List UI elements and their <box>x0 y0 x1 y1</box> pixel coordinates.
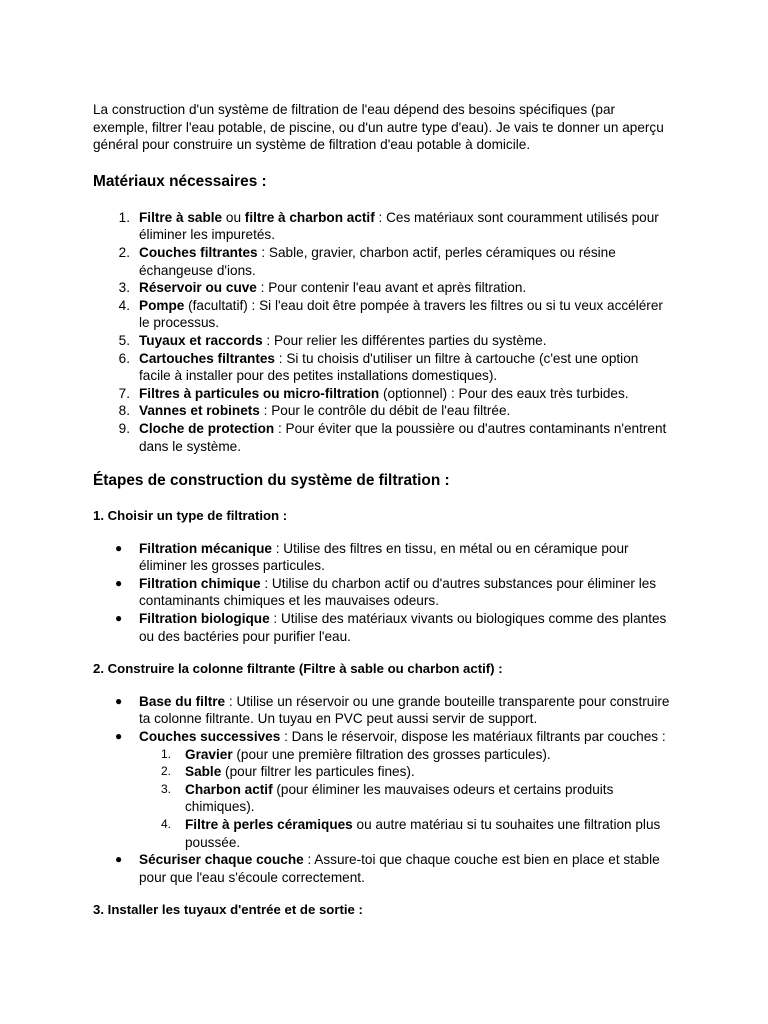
list-item: 7. Filtres à particules ou micro-filtration (optionnel) : Pour des eaux très turbides. <box>118 385 629 401</box>
list-item: ● Base du filtre : Utilise un réservoir ou une grande bouteille transparente pour construire ta colonne filtrante. Un tuyau en PVC peut aussi servir de support. <box>115 693 670 727</box>
list-item: 6. Cartouches filtrantes : Si tu choisis d'utiliser un filtre à cartouche (c'est une option facile à installer pour des petites installations domestiques). <box>118 350 639 384</box>
materials-list <box>93 209 673 455</box>
list-item: 5. Tuyaux et raccords : Pour relier les différentes parties du système. <box>118 332 547 348</box>
bullet-icon: ● <box>115 693 123 708</box>
sublist-item: 3. Charbon actif (pour éliminer les mauvaises odeurs et certains produits chimiques). <box>161 781 614 815</box>
materials-heading: Matériaux nécessaires : <box>93 172 267 190</box>
list-item: ● Filtration mécanique : Utilise des filtres en tissu, en métal ou en céramique pour éliminer les grosses particules. <box>115 540 629 574</box>
sublist-item: 1. Gravier (pour une première filtration des grosses particules). <box>161 746 551 762</box>
step1-title: 1. Choisir un type de filtration : <box>93 508 288 524</box>
step1-list <box>93 540 673 646</box>
bullet-icon: ● <box>115 575 123 590</box>
layers-sublist <box>139 746 673 852</box>
list-item: 8. Vannes et robinets : Pour le contrôle du débit de l'eau filtrée. <box>118 403 511 419</box>
list-item: ● Filtration chimique : Utilise du charbon actif ou d'autres substances pour éliminer les contaminants chimiques et les mauvaises odeurs. <box>115 575 657 609</box>
list-item: 3. Réservoir ou cuve : Pour contenir l'eau avant et après filtration. <box>118 280 527 296</box>
bullet-icon: ● <box>115 729 123 744</box>
list-item: ● Sécuriser chaque couche : Assure-toi que chaque couche est bien en place et stable pour que l'eau s'écoule correctement. <box>115 852 660 885</box>
sublist-item: 2. Sable (pour filtrer les particules fines). <box>161 764 415 780</box>
document-body <box>93 101 673 919</box>
list-item: 9. Cloche de protection : Pour éviter que la poussière ou d'autres contaminants n'entrent dans le système. <box>118 420 667 454</box>
list-item: 4. Pompe (facultatif) : Si l'eau doit être pompée à travers les filtres ou si tu veux accélérer le processus. <box>118 297 663 331</box>
step3-title: 3. Installer les tuyaux d'entrée et de sortie : <box>93 902 363 918</box>
step2-list <box>93 693 673 887</box>
steps-heading: Étapes de construction du système de filtration : <box>93 472 450 490</box>
bullet-icon: ● <box>115 540 123 555</box>
sublist-item: 4. Filtre à perles céramiques ou autre matériau si tu souhaites une filtration plus poussée. <box>161 817 661 850</box>
list-item: ● Couches successives : Dans le réservoir, dispose les matériaux filtrants par couches : 1. Gravier (pour une première filtration des grosses particules). 2. Sable (pour filtrer les particules fines). 3. Charbon actif (pour éliminer les mauvaises odeurs et certains produits chimiques). 4. Filtre à perles céramiques ou autre matériau si tu souhaites une filtration plus poussée. <box>93 728 673 851</box>
list-item: 2. Couches filtrantes : Sable, gravier, charbon actif, perles céramiques ou résine échangeuse d'ions. <box>118 244 616 278</box>
list-item: ● Filtration biologique : Utilise des matériaux vivants ou biologiques comme des plantes ou des bactéries pour purifier l'eau. <box>115 611 667 644</box>
bullet-icon: ● <box>115 611 123 626</box>
intro-paragraph: La construction d'un système de filtration de l'eau dépend des besoins spécifiques (par exemple, filtrer l'eau potable, de piscine, ou d'un autre type d'eau). Je vais te donner un aperçu général pour construire un système de filtration d'eau potable à domicile. <box>93 102 664 153</box>
step2-title: 2. Construire la colonne filtrante (Filtre à sable ou charbon actif) : <box>93 661 503 677</box>
bullet-icon: ● <box>115 852 123 867</box>
list-item: 1. Filtre à sable ou filtre à charbon actif : Ces matériaux sont couramment utilisés pour éliminer les impuretés. <box>118 209 659 243</box>
